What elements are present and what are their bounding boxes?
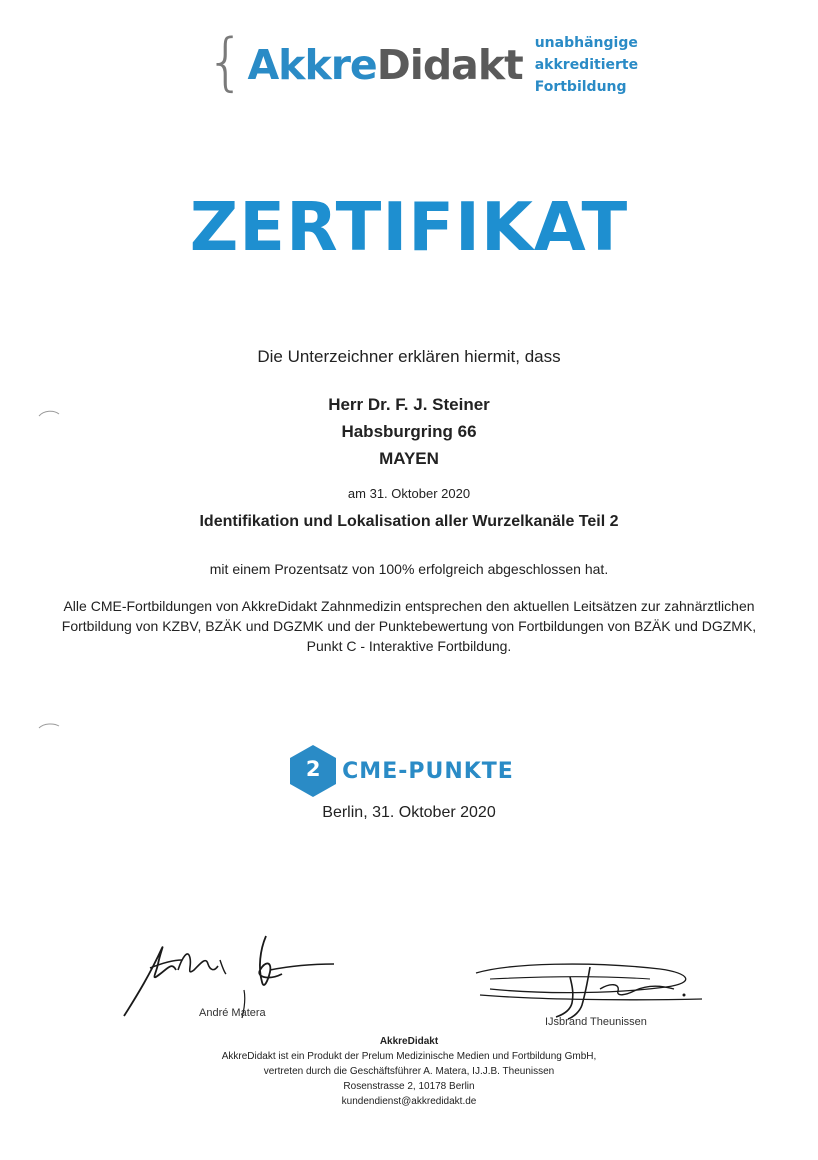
recipient-name: Herr Dr. F. J. Steiner <box>328 395 490 414</box>
completion-date: am 31. Oktober 2020 <box>347 486 471 501</box>
footer-address: Rosenstrasse 2, 10178 Berlin <box>343 1081 475 1092</box>
scan-mark <box>38 408 60 418</box>
footer <box>0 1034 818 1109</box>
logo-tagline-line: Fortbildung <box>534 79 627 95</box>
footer-email: kundendienst@akkredidakt.de <box>341 1096 477 1107</box>
hexagon-icon <box>288 744 338 798</box>
logo-word-akkre: Akkre <box>247 40 377 89</box>
logo-tagline <box>535 32 638 98</box>
accreditation-statement: Alle CME-Fortbildungen von AkkreDidakt Zahnmedizin entsprechen den aktuellen Leitsätzen zur zahnärztlichen Fortbildung von KZBV, BZÄK und DGZMK und der Punktebewertung von Fortbildungen von BZÄK und DGZMK, Punkt C - Interaktive Fortbildung. <box>61 598 757 654</box>
course-title: Identifikation und Lokalisation aller Wurzelkanäle Teil 2 <box>199 513 619 530</box>
cme-label: CME-PUNKTE <box>342 758 514 784</box>
logo <box>206 26 638 104</box>
footer-line: AkkreDidakt ist ein Produkt der Prelum Medizinische Medien und Fortbildung GmbH, <box>221 1051 597 1062</box>
logo-brace: { <box>206 25 246 98</box>
certificate-title: ZERTIFIKAT <box>189 188 629 266</box>
recipient-city: MAYEN <box>379 449 439 468</box>
logo-word-didakt: Didakt <box>376 40 523 89</box>
result-text: mit einem Prozentsatz von 100% erfolgreich abgeschlossen hat. <box>209 561 609 577</box>
cme-badge <box>0 744 818 798</box>
recipient-street: Habsburgring 66 <box>341 422 477 441</box>
signature-right-name: IJsbrand Theunissen <box>545 1016 647 1028</box>
footer-brand: AkkreDidakt <box>379 1036 439 1047</box>
scan-mark <box>38 720 60 730</box>
place-date: Berlin, 31. Oktober 2020 <box>322 804 496 821</box>
logo-tagline-line: akkreditierte <box>534 57 639 73</box>
recipient-block <box>0 391 818 472</box>
intro-text: Die Unterzeichner erklären hiermit, dass <box>257 347 561 366</box>
logo-tagline-line: unabhängige <box>534 35 638 51</box>
logo-wordmark <box>247 40 523 89</box>
signature-left-name: André Matera <box>199 1007 266 1019</box>
cme-points-value: 2 <box>305 757 321 781</box>
footer-line: vertreten durch die Geschäftsführer A. Matera, IJ.J.B. Theunissen <box>263 1066 555 1077</box>
